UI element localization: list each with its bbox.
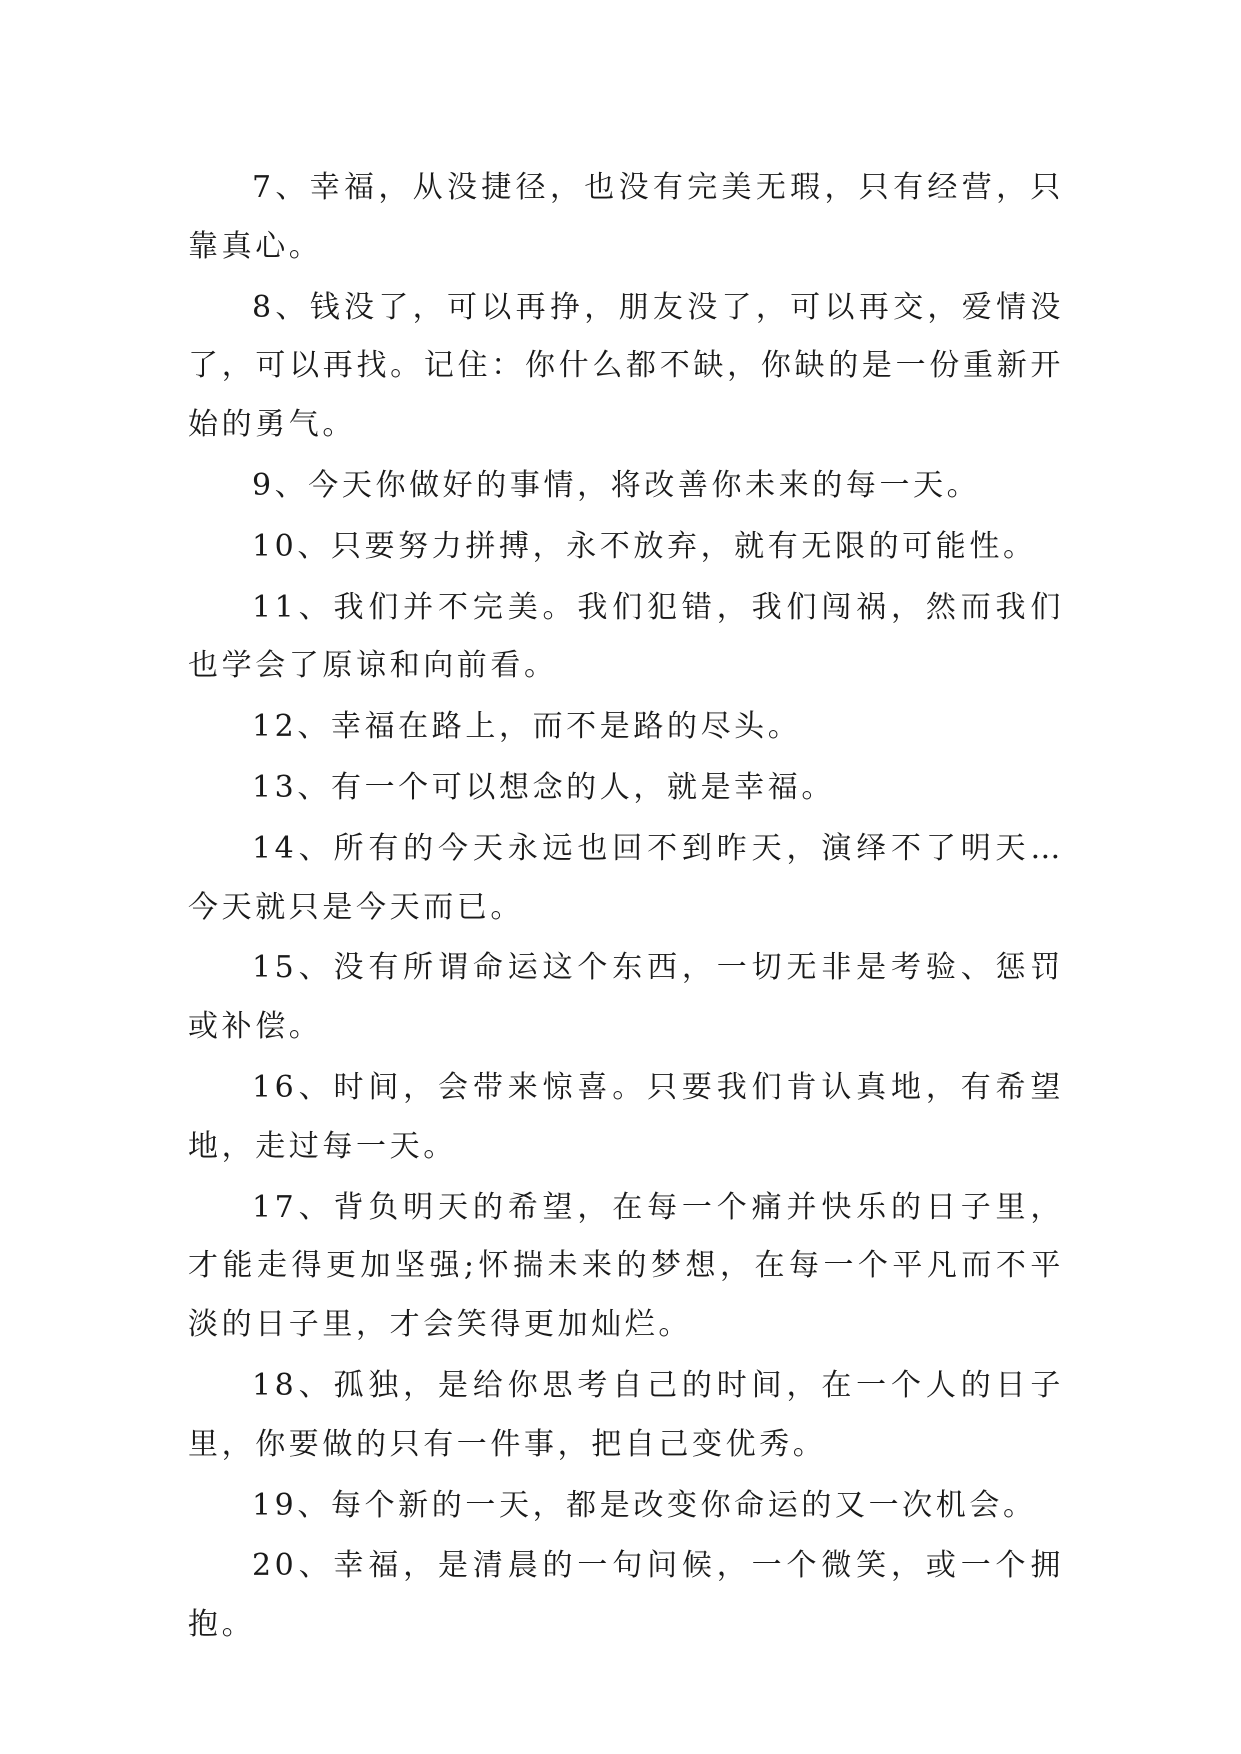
paragraph-quote-8: 8、钱没了，可以再挣，朋友没了，可以再交，爱情没了，可以再找。记住：你什么都不缺，你缺的是一份重新开始的勇气。 [188, 289, 1064, 443]
paragraph-quote-12: 12、幸福在路上，而不是路的尽头。 [252, 709, 802, 745]
paragraph-quote-9: 9、今天你做好的事情，将改善你未来的每一天。 [252, 467, 981, 503]
paragraph-quote-20: 20、幸福，是清晨的一句问候，一个微笑，或一个拥抱。 [188, 1548, 1064, 1643]
paragraph-quote-14: 14、所有的今天永远也回不到昨天，演绎不了明天…今天就只是今天而已。 [188, 830, 1064, 925]
paragraph-quote-16: 16、时间，会带来惊喜。只要我们肯认真地，有希望地，走过每一天。 [188, 1069, 1064, 1164]
paragraph-quote-10: 10、只要努力拼搏，永不放弃，就有无限的可能性。 [252, 528, 1037, 564]
paragraph-quote-15: 15、没有所谓命运这个东西，一切无非是考验、惩罚或补偿。 [188, 950, 1064, 1045]
paragraph-quote-17: 17、背负明天的希望，在每一个痛并快乐的日子里，才能走得更加坚强;怀揣未来的梦想，在每一个平凡而不平淡的日子里，才会笑得更加灿烂。 [188, 1189, 1064, 1343]
paragraph-quote-19: 19、每个新的一天，都是改变你命运的又一次机会。 [252, 1487, 1037, 1523]
paragraph-quote-13: 13、有一个可以想念的人，就是幸福。 [252, 769, 835, 805]
paragraph-quote-11: 11、我们并不完美。我们犯错，我们闯祸，然而我们也学会了原谅和向前看。 [188, 589, 1064, 684]
paragraph-quote-18: 18、孤独，是给你思考自己的时间，在一个人的日子里，你要做的只有一件事，把自己变优秀。 [188, 1367, 1064, 1462]
paragraph-quote-7: 7、幸福，从没捷径，也没有完美无瑕，只有经营，只靠真心。 [188, 170, 1064, 264]
document-body [188, 159, 1064, 1657]
